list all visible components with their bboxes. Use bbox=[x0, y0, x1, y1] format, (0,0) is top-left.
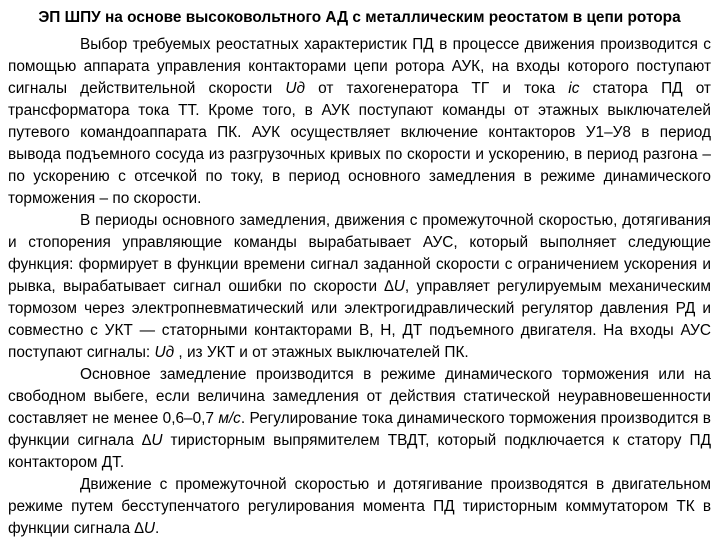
text-segment: , из УКТ и от этажных выключателей ПК. bbox=[174, 344, 469, 361]
text-segment: . bbox=[155, 520, 160, 537]
text-segment: Основное замедление производится в режиме динамического торможения или на свободном выбеге, если величина замедления от действия статической неуравновешенности составляет не менее 0,6–0,7 bbox=[8, 366, 711, 427]
text-segment: , управляет регулируемым механическим тормозом через электропневматический или электрогидравлический регулятор давления РД и совместно с УКТ — статорными контакторами В, Н, ДТ подъемного двигателя. На входы АУС поступают сигналы: bbox=[8, 278, 711, 361]
math-symbol: ∆U bbox=[384, 278, 405, 295]
text-segment: статора ПД от трансформатора тока ТТ. Кроме того, в АУК поступают команды от этажных выключателей путевого командоаппарата ПК. АУК осуществляет включение контакторов У1–У8 в период вывода подъемного сосуда из разгрузочных кривых по скорости и ускорению, в период разгона – по ускорению с отсечкой по току, в период основного замедления в режиме динамического торможения – по скорости. bbox=[8, 80, 711, 207]
paragraph-speed-controller bbox=[8, 210, 711, 364]
text-segment: В периоды основного замедления, движения с промежуточной скоростью, дотягивания и стопорения управляющие команды вырабатывает АУС, который выполняет следующие функция: формирует в функции времени сигнал заданной скорости с ограничением ускорения и рывка, вырабатывает сигнал ошибки по скорости bbox=[8, 212, 711, 295]
text-segment: Движение с промежуточной скоростью и дотягивание производятся в двигательном режиме путем бесступенчатого регулирования момента ПД тиристорным коммутатором ТК в функции сигнала bbox=[8, 476, 711, 537]
text-segment: . Регулирование тока динамического торможения производится в функции сигнала bbox=[8, 410, 711, 449]
page-title: ЭП ШПУ на основе высоковольтного АД с металлическим реостатом в цепи ротора bbox=[38, 9, 681, 26]
paragraph-deceleration bbox=[8, 364, 711, 474]
text-segment: Выбор требуемых реостатных характеристик ПД в процессе движения производится с помощью аппарата управления контакторами цепи ротора АУК, на входы которого поступают сигналы действительной скорости bbox=[8, 36, 711, 97]
math-symbol: Uд bbox=[154, 344, 175, 361]
math-symbol: м/с bbox=[218, 410, 241, 427]
math-symbol: iс bbox=[568, 80, 580, 97]
paragraph-rotor-controller bbox=[8, 34, 711, 210]
text-segment: тиристорным выпрямителем ТВДТ, который подключается к статору ПД контактором ДТ. bbox=[8, 432, 711, 471]
body-text bbox=[8, 34, 711, 540]
paragraph-intermediate-speed bbox=[8, 474, 711, 540]
math-symbol: Uд bbox=[285, 80, 305, 97]
math-symbol: ∆U bbox=[141, 432, 163, 449]
text-segment: от тахогенератора ТГ и тока bbox=[304, 80, 569, 97]
math-symbol: ∆U bbox=[134, 520, 156, 537]
